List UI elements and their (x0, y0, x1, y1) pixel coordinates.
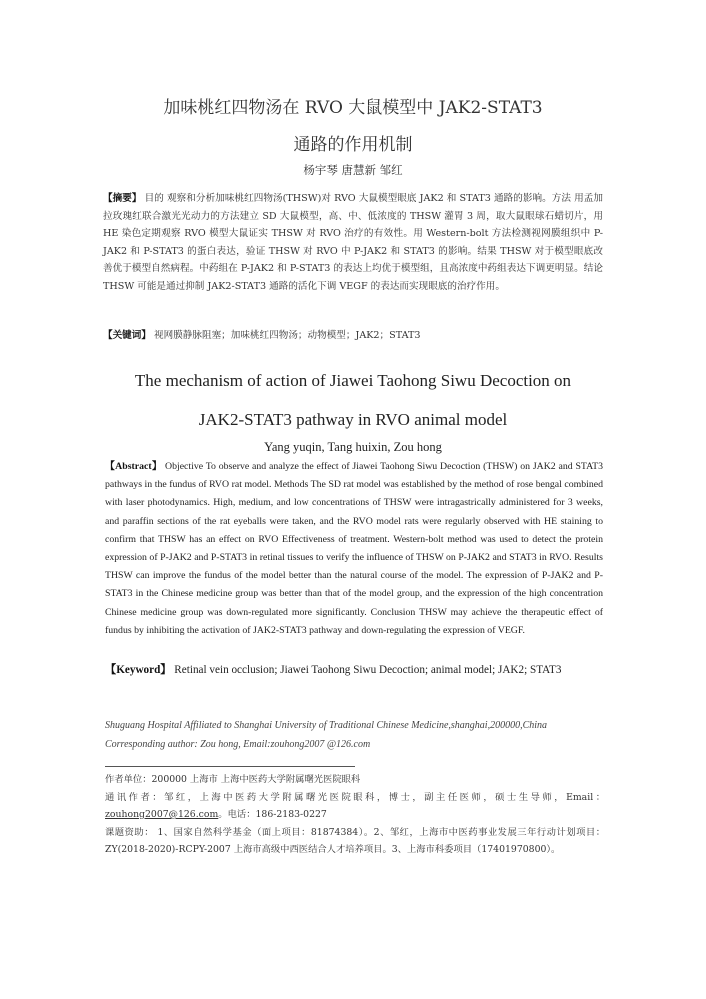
en-title-line-1: The mechanism of action of Jiawei Taohong Siwu Decoction on (134, 371, 572, 390)
cn-abstract-label: 【摘要】 (103, 193, 142, 204)
en-abstract-label: 【Abstract】 (105, 461, 163, 472)
cn-title-line-1: 加味桃红四物汤在 RVO 大鼠模型中 JAK2-STAT3 (163, 98, 543, 118)
cn-keywords (103, 327, 603, 345)
correspondence-text: 通讯作者：邹红，上海中医药大学附属曙光医院眼科，博士，副主任医师，硕士生导师，Email： (105, 791, 605, 803)
footnote-author-unit: 作者单位：200000 上海市 上海中医药大学附属曙光医院眼科 (105, 774, 361, 785)
cn-authors: 杨宇琴 唐慧新 邹红 (303, 163, 403, 177)
email-link[interactable]: zouhong2007@126.com (105, 809, 219, 820)
footnote-funding: 课题资助： 1、国家自然科学基金（面上项目：81874384）。2、邹红，上海市中医药事业发展三年行动计划项目：ZY(2018-2020)-RCPY-2007 上海市高级中西医结合人才培养项目。3、上海市科委项目（17401970800）。 (105, 826, 605, 855)
en-keyword-label: 【Keyword】 (105, 664, 172, 676)
en-title-line-2: JAK2-STAT3 pathway in RVO animal model (198, 410, 508, 429)
footnote-divider (105, 766, 355, 767)
phone-text: 。电话：186-2183-0227 (218, 809, 327, 820)
en-keyword-text: Retinal vein occlusion; Jiawei Taohong Siwu Decoction; animal model; JAK2; STAT3 (171, 664, 562, 676)
cn-keyword-text: 视网膜静脉阻塞；加味桃红四物汤；动物模型；JAK2；STAT3 (150, 330, 421, 341)
cn-title-line-2: 通路的作用机制 (293, 135, 413, 155)
cn-abstract (103, 190, 603, 295)
en-abstract (105, 458, 603, 640)
en-authors: Yang yuqin, Tang huixin, Zou hong (264, 440, 442, 454)
cn-keyword-label: 【关键词】 (103, 330, 151, 341)
footnotes (105, 771, 605, 859)
corresponding-author-line: Corresponding author: Zou hong, Email:zouhong2007 @126.com (105, 739, 371, 750)
affiliation (105, 716, 603, 754)
footnote-correspondence (105, 789, 605, 824)
affiliation-line: Shuguang Hospital Affiliated to Shanghai University of Traditional Chinese Medicine,shanghai,200000,China (105, 720, 548, 731)
cn-abstract-text: 目的 观察和分析加味桃红四物汤(THSW)对 RVO 大鼠模型眼底 JAK2 和 STAT3 通路的影响。方法 用孟加拉玫瑰红联合激光光动力的方法建立 SD 大鼠模型，高、中、低浓度的 THSW 灌胃 3 周，取大鼠眼球石蜡切片，用 HE 染色定期观察 RVO 模型大鼠证实 THSW 对 RVO 治疗的有效性。用 Western-bolt 方法检测视网膜组织中 P-JAK2 和 P-STAT3 的蛋白表达，验证 THSW 对 RVO 中 P-JAK2 和 STAT3 的影响。结果 THSW 对于模型眼底改善优于模型自然病程。中药组在 P-JAK2 和 P-STAT3 的表达上均优于模型组，且高浓度中药组表达下调更明显。结论 THSW 可能是通过抑制 JAK2-STAT3 通路的活化下调 VEGF 的表达而实现眼底的治疗作用。 (103, 193, 604, 292)
en-abstract-text: Objective To observe and analyze the effect of Jiawei Taohong Siwu Decoction (THSW) on JAK2 and STAT3 pathways in the fundus of RVO rat model. Methods The SD rat model was established by the method of rose bengal combined with laser photodynamics. High, medium, and low concentrations of THSW were intragastrically administered for 3 weeks, and paraffin sections of the rat eyeballs were taken, and the RVO model rats were regularly observed with HE staining to confirm that THSW has an effect on RVO Effectiveness of treatment. Western-bolt method was used to detect the protein expression of P-JAK2 and P-STAT3 in retinal tissues to verify the influence of THSW on P-JAK2 and STAT3 in RVO. Results THSW can improve the fundus of the model better than the natural course of the model. The expression of P-JAK2 and P-STAT3 in the Chinese medicine group was better than that of the model group, and the expression of the high concentration Chinese medicine group was down-regulated more significantly. Conclusion THSW may achieve the therapeutic effect of fundus by inhibiting the activation of JAK2-STAT3 pathway and down-regulating the expression of VEGF. (105, 461, 603, 636)
en-keywords (105, 662, 603, 680)
